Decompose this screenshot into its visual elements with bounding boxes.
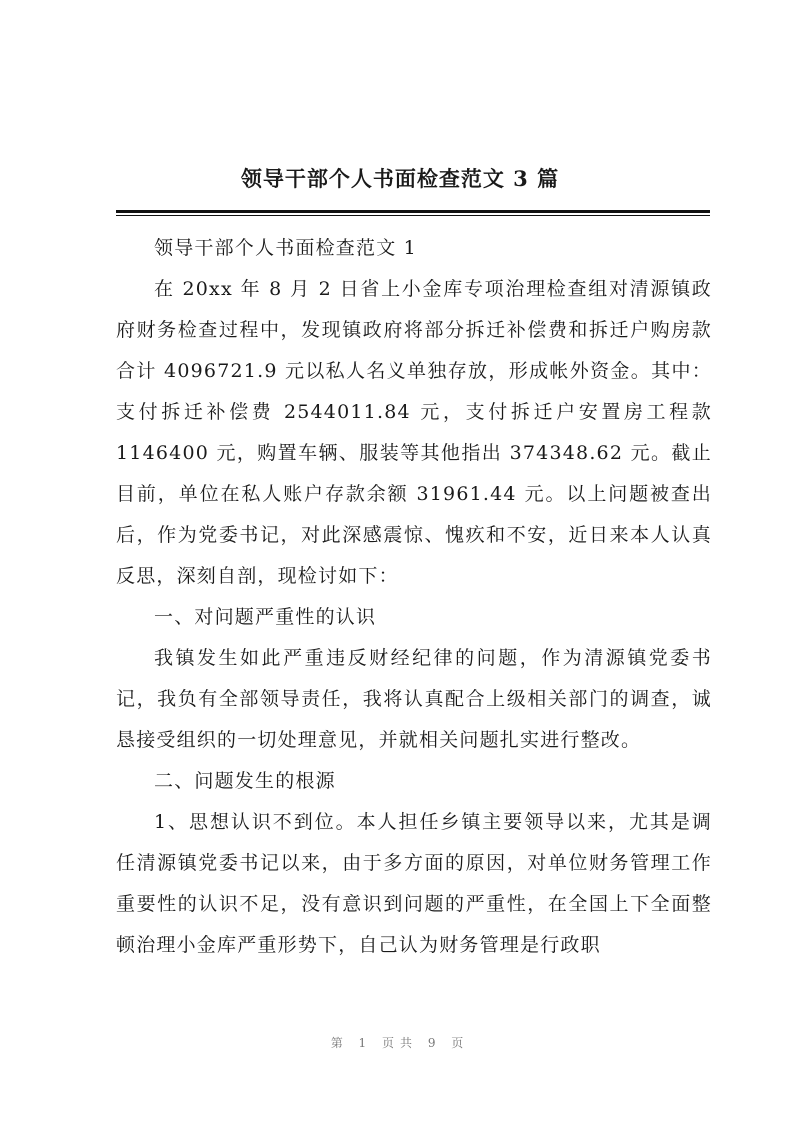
section-heading: 一、对问题严重性的认识 xyxy=(154,606,377,628)
document-title: 领导干部个人书面检查范文 3 篇 xyxy=(240,166,560,191)
paragraph: 1、思想认识不到位。本人担任乡镇主要领导以来，尤其是调任清源镇党委书记以来，由于多方面的原因，对单位财务管理工作重要性的认识不足，没有意识到问题的严重性，在全国上下全面整顿治理小金库严重形势下，自己认为财务管理是行政职 xyxy=(116,811,712,956)
title-rule-thick xyxy=(116,210,710,213)
paragraph: 在 20xx 年 8 月 2 日省上小金库专项治理检查组对清源镇政府财务检查过程中，发现镇政府将部分拆迁补偿费和拆迁户购房款合计 4096721.9 元以私人名义单独存放，形成帐外资金。其中：支付拆迁补偿费 2544011.84 元，支付拆迁户安置房工程款 1146400 元，购置车辆、服装等其他指出 374348.62 元。截止目前，单位在私人账户存款余额 31961.44 元。以上问题被查出后，作为党委书记，对此深感震惊、愧疚和不安，近日来本人认真反思，深刻自剖，现检讨如下： xyxy=(116,278,712,587)
document-body xyxy=(116,228,712,966)
page-footer: 第 1 页共 9 页 xyxy=(330,1036,470,1050)
section-heading: 领导干部个人书面检查范文 1 xyxy=(154,237,417,259)
title-rule-thin xyxy=(116,215,710,216)
paragraph: 我镇发生如此严重违反财经纪律的问题，作为清源镇党委书记，我负有全部领导责任，我将认真配合上级相关部门的调查，诚恳接受组织的一切处理意见，并就相关问题扎实进行整改。 xyxy=(116,647,712,751)
section-heading: 二、问题发生的根源 xyxy=(154,770,336,792)
